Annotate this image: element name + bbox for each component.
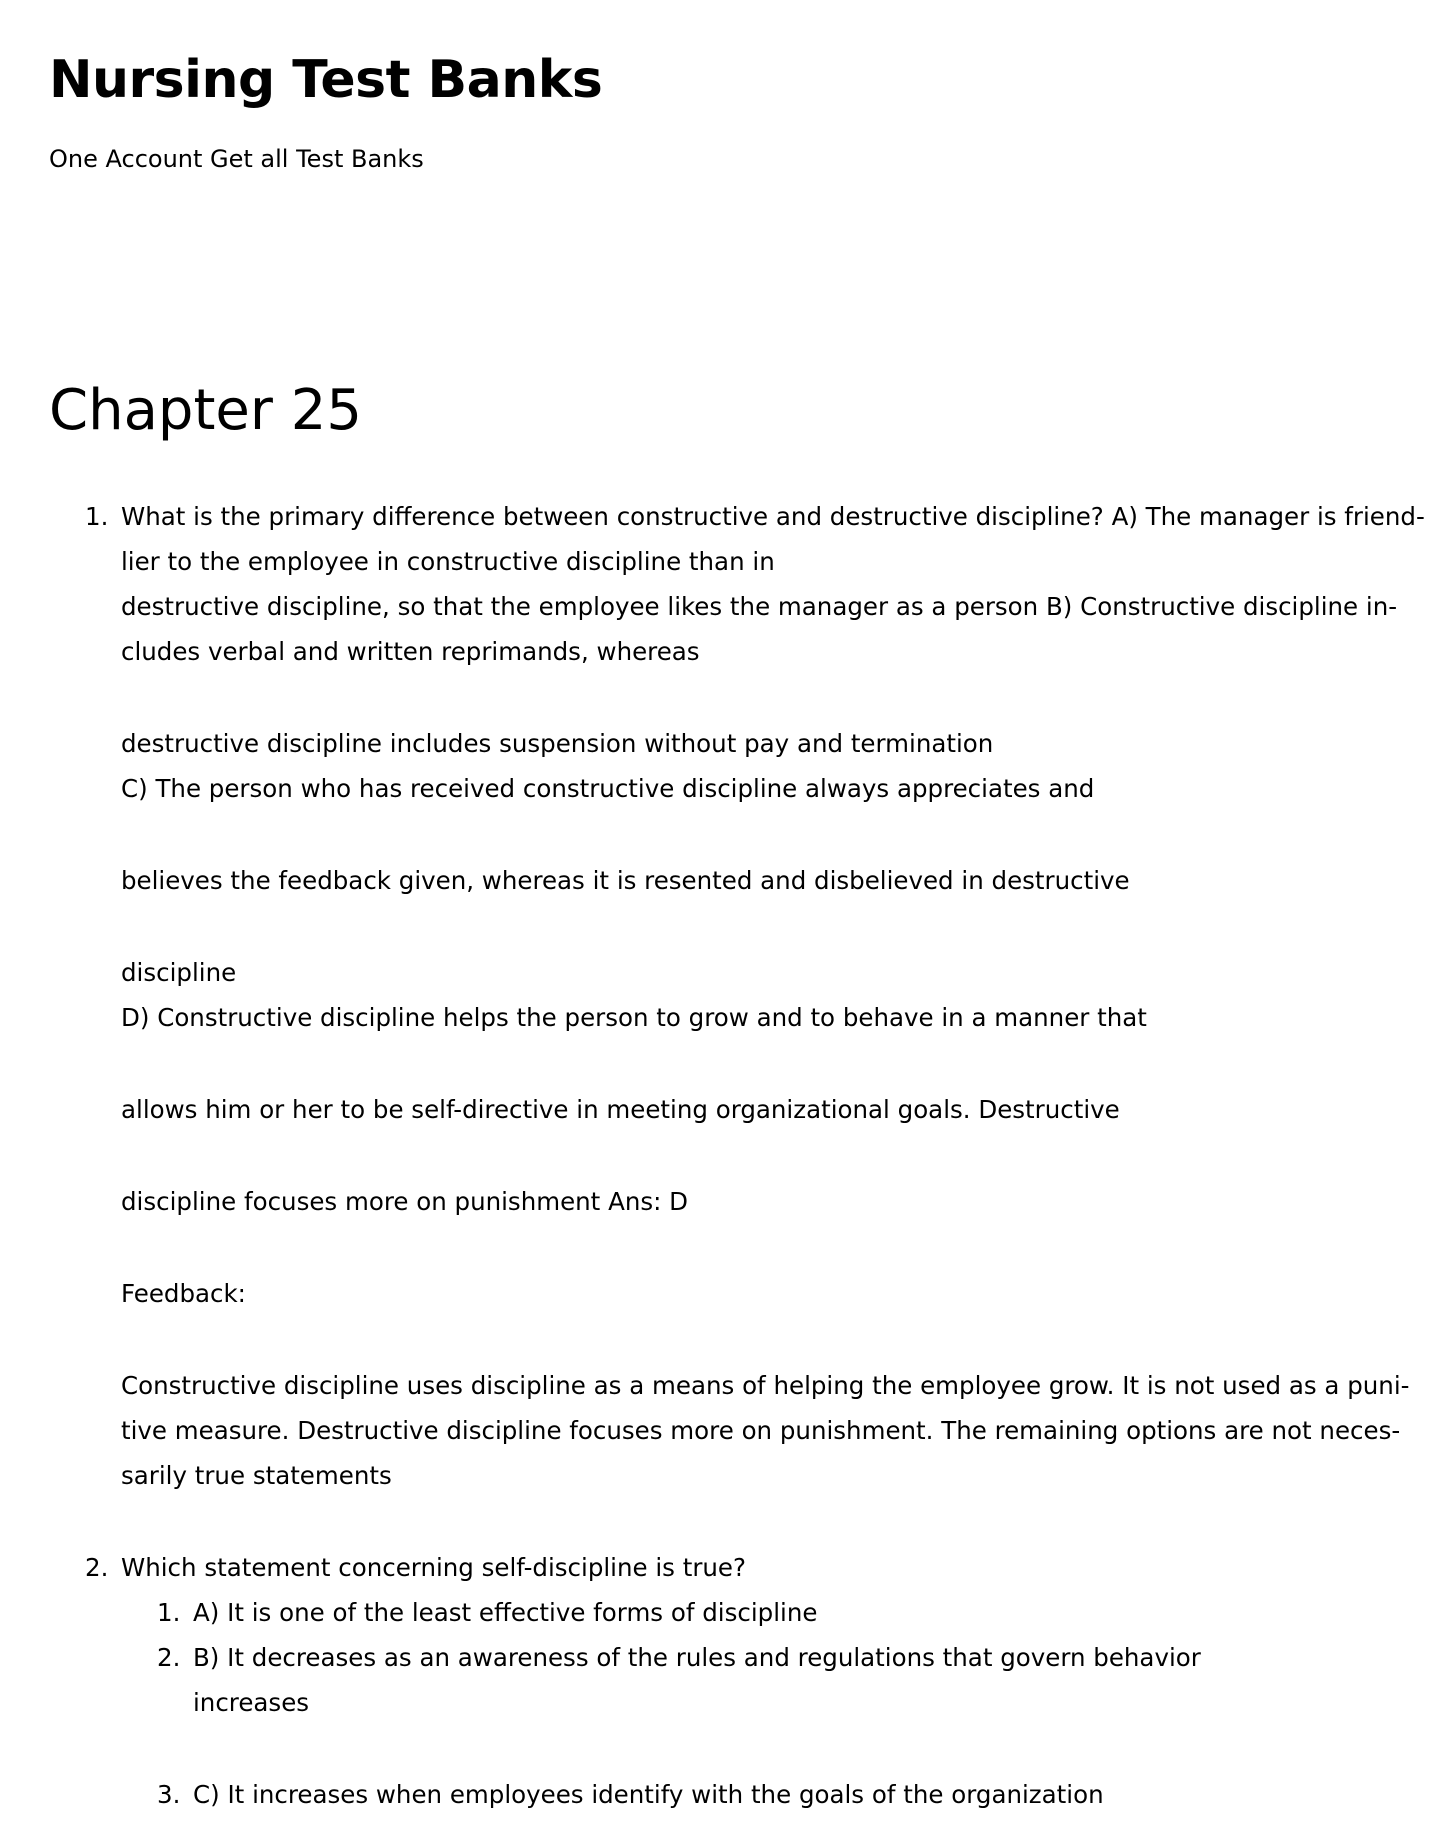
- option-text-line: A) It is one of the least effective forms of discipline: [193, 1598, 818, 1627]
- question-list: [49, 494, 1425, 1817]
- spacer: [121, 1132, 1409, 1179]
- question-number: 1.: [85, 502, 109, 531]
- option-a: [121, 1590, 1409, 1635]
- spacer: [121, 1316, 1409, 1363]
- spacer: [121, 674, 1409, 721]
- option-c: [121, 1772, 1409, 1817]
- question-text-line: discipline: [121, 958, 237, 987]
- feedback-text-line: sarily true statements: [121, 1461, 392, 1490]
- chapter-title: Chapter 25: [49, 378, 362, 443]
- question-text-line: cludes verbal and written reprimands, whereas: [121, 637, 700, 666]
- question-number: 2.: [85, 1553, 109, 1582]
- feedback-text-line: Constructive discipline uses discipline as a means of helping the employee grow. It is not used as a puni-: [121, 1371, 1410, 1400]
- question-text-line: What is the primary difference between constructive and destructive discipline? A) The manager is friend-: [121, 502, 1425, 531]
- option-b: [121, 1635, 1409, 1725]
- site-title[interactable]: Nursing Test Banks: [49, 50, 603, 110]
- option-c-line: C) The person who has received constructive discipline always appreciates and: [121, 774, 1095, 803]
- question-text-line: lier to the employee in constructive discipline than in: [121, 547, 775, 576]
- spacer: [121, 1725, 1409, 1772]
- option-number: 2.: [157, 1643, 181, 1672]
- option-number: 3.: [157, 1780, 181, 1809]
- option-d-line: D) Constructive discipline helps the person to grow and to behave in a manner that: [121, 1003, 1147, 1032]
- option-text-line: increases: [193, 1688, 310, 1717]
- question-text-line: destructive discipline, so that the employee likes the manager as a person B) Constructive discipline in-: [121, 592, 1398, 621]
- feedback-label: Feedback:: [121, 1279, 246, 1308]
- spacer: [121, 1040, 1409, 1087]
- spacer: [121, 811, 1409, 858]
- spacer: [49, 1498, 1409, 1545]
- question-1: [49, 494, 1425, 1498]
- spacer: [121, 903, 1409, 950]
- question-text-line: Which statement concerning self-discipline is true?: [121, 1553, 747, 1582]
- question-text-line: destructive discipline includes suspension without pay and termination: [121, 729, 994, 758]
- option-text-line: C) It increases when employees identify with the goals of the organization: [193, 1780, 1104, 1809]
- option-list: [121, 1590, 1409, 1817]
- option-text-line: B) It decreases as an awareness of the rules and regulations that govern behavior: [193, 1643, 1201, 1672]
- question-2: [49, 1545, 1409, 1817]
- site-tagline: One Account Get all Test Banks: [49, 145, 424, 173]
- feedback-text-line: tive measure. Destructive discipline focuses more on punishment. The remaining options are not neces-: [121, 1416, 1401, 1445]
- question-text-line: believes the feedback given, whereas it is resented and disbelieved in destructive: [121, 866, 1130, 895]
- question-text-line: allows him or her to be self-directive in meeting organizational goals. Destructive: [121, 1095, 1120, 1124]
- option-number: 1.: [157, 1598, 181, 1627]
- answer-line: discipline focuses more on punishment Ans: D: [121, 1187, 689, 1216]
- spacer: [121, 1224, 1409, 1271]
